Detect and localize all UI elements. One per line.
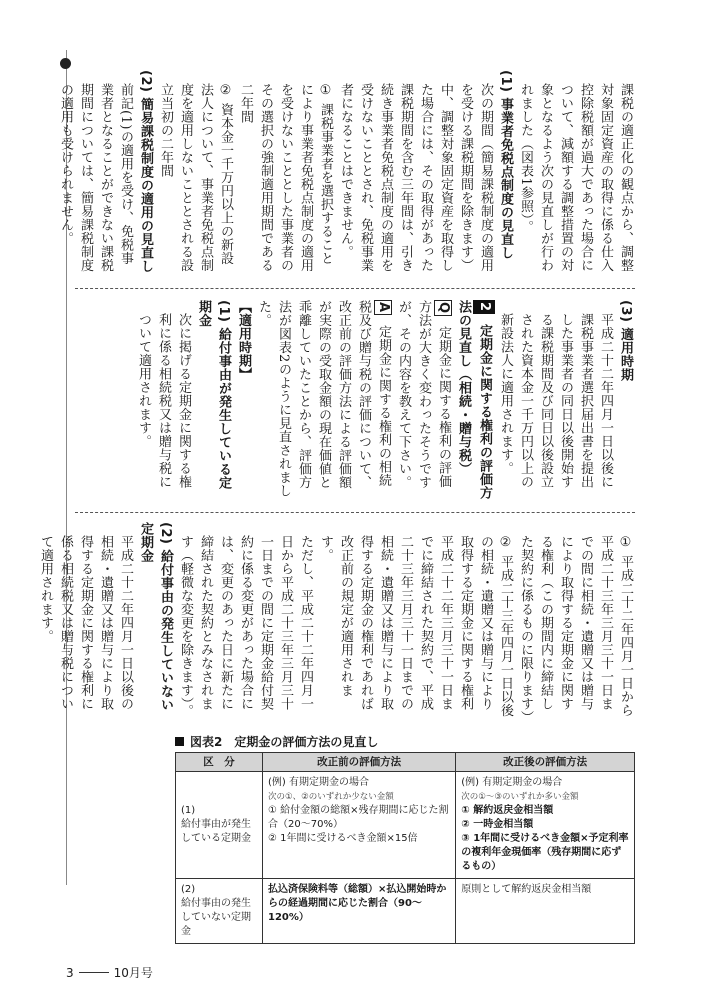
category-cell [176, 772, 263, 879]
row-label: 給付事由の発生していない定期金 [181, 898, 251, 937]
cell-item: ② 一時金相当額 [461, 819, 534, 830]
cell-note: 次の①〜③のいずれか多い金額 [461, 792, 579, 802]
issue-label: 10月号 [113, 966, 153, 980]
paragraph: 課税の適正化の観点から、調整対象固定資産の取得に係る仕入控除税額が過大であった場合について、減額する調整措置の対象となるよう次の見直しが行われました（図表1参照）。 [518, 83, 633, 272]
cell-item: ① 給付金額の総額×残存期間に応じた割合（20〜70%） [268, 805, 449, 830]
list-item: ② 平成二十三年四月一日以後の相続・遺贈又は贈与により取得する定期金に関する権利 [458, 535, 513, 718]
subheading: (1) 事業者免税点制度の見直し [498, 70, 513, 260]
paragraph: ただし、平成二十二年四月一日から平成二十三年三月三十一日までの間に定期金給付契約に係る変更があった場合には、変更のあった日に新たに締結された契約とみなされます（軽微な変更を除きます）。 [178, 535, 313, 718]
paragraph: 平成二十二年三月三十一日までに締結された契約で、平成二十三年三月三十一日までの相続・遺贈又は贈与により取得する定期金の権利であれば改正前の規定が適用されます。 [318, 535, 453, 711]
subheading: (2) 給付事由の発生していない定期金 [138, 522, 173, 712]
list-item: ② 資本金一千万円以上の新設法人について、事業者免税点制度を適用しないこととされる設立当初の二年間 [158, 83, 233, 272]
subheading: (3) 適用時期 [618, 300, 633, 382]
subheading: 【適用時期】 [236, 300, 251, 381]
paragraph: 平成二十二年四月一日以後に課税事業者選択届出書を提出した事業者の同日以後開始する課税期間及び同日以後設立された資本金一千万円以上の新設法人に適用されます。 [498, 313, 613, 489]
list-item: ① 平成二十二年四月一日から平成二十三年三月三十一日までの間に相続・遺贈又は贈与により取得する定期金に関する権利（この期間内に締結した契約に係るものに限ります） [518, 535, 633, 724]
before-cell: 払込済保険料等（総額）×払込開始時からの経過期間に応じた割合（90〜120%） [263, 879, 456, 944]
paragraph: 平成二十二年四月一日以後の相続・遺贈又は贈与により取得する定期金に関する権利に係る相続税又は贈与税について適用されます。 [38, 535, 133, 711]
figure-title [175, 733, 378, 750]
category-cell [176, 879, 263, 944]
question-text: 定期金に関する権利の評価方法が大きく変わったそうですが、その内容を教えて下さい。 [396, 300, 451, 489]
subheading: (1) 給付事由が発生している定期金 [196, 300, 231, 490]
page-footer [66, 964, 153, 981]
subheading: (2) 簡易課税制度の適用の見直し [138, 70, 153, 273]
text-tier-2 [75, 300, 635, 500]
question-label: Q [436, 302, 451, 314]
cell-item: ② 1年間に受けるべき金額×15倍 [268, 833, 418, 844]
column-header: 改正前の評価方法 [263, 753, 456, 772]
after-cell: 原則として解約返戻金相当額 [456, 879, 635, 944]
row-label: 給付事由が発生している定期金 [181, 819, 251, 844]
column-header: 区 分 [176, 753, 263, 772]
before-cell [263, 772, 456, 879]
column-header: 改正後の評価方法 [456, 753, 635, 772]
text-tier-3 [38, 522, 635, 724]
square-bullet-icon [175, 737, 184, 746]
table-row [176, 879, 635, 944]
figure-table [175, 752, 635, 944]
tier-divider [75, 512, 635, 513]
question-block [393, 300, 453, 500]
cell-item: ① 解約返戻金相当額 [461, 805, 554, 816]
cell-item: ③ 1年間に受けるべき金額×予定利率の複利年金現価率（残存期間に応ずるもの） [461, 833, 629, 872]
after-cell [456, 772, 635, 879]
row-number: (1) [181, 805, 196, 816]
section-title: 定期金に関する権利の評価方法の見直し（相続・贈与税） [456, 300, 492, 500]
binding-dot [60, 58, 71, 69]
paragraph: 次の期間（簡易課税制度の適用を受ける課税期間を除きます）中、調整対象固定資産を取得した場合には、その取得があった課税期間を含む三年間は、引き続き事業者免税点制度の適用を受けないこととされ、免税事業者になることはできません。 [338, 83, 493, 272]
table-row [176, 772, 635, 879]
list-item: ① 課税事業者を選択することにより事業者免税点制度の適用を受けないこととした事業者のその選択の強制適用期間である二年間 [238, 83, 333, 272]
cell-heading: (例) 有期定期金の場合 [461, 777, 563, 788]
figure-title-text: 図表2 定期金の評価方法の見直し [190, 735, 379, 749]
section-number: 2 [473, 300, 495, 314]
cell-note: 次の①、②のいずれか少ない金額 [268, 792, 394, 802]
cell-heading: (例) 有期定期金の場合 [268, 777, 369, 788]
row-number: (2) [181, 884, 196, 895]
tier-divider [75, 288, 635, 289]
text-tier-1 [58, 70, 635, 275]
section-heading [453, 300, 495, 500]
paragraph: 次に掲げる定期金に関する権利に係る相続税又は贈与税について適用されます。 [136, 313, 191, 489]
answer-text: 定期金に関する権利の相続税及び贈与税の評価について、改正前の評価方法による評価額が実際の受取金額の現在価値と乖離していたことから、評価方法が図表2のように見直されました。 [256, 300, 391, 498]
table-header-row [176, 753, 635, 772]
page-number: 3 [66, 965, 74, 980]
answer-block [253, 300, 393, 500]
paragraph: 前記(1)の適用を受け、免税事業者となることができない課税期間については、簡易課税制度の適用も受けられません。 [58, 83, 133, 272]
answer-label: A [376, 302, 391, 313]
footer-dash [79, 972, 109, 973]
